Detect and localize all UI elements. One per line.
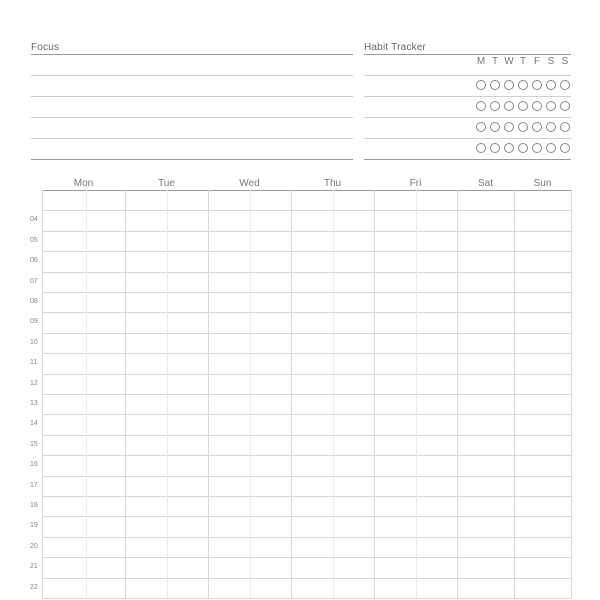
habit-row	[474, 80, 574, 92]
hour-label: 14	[30, 420, 38, 427]
habit-day-label: M	[476, 56, 486, 67]
habit-line	[364, 54, 571, 55]
habit-checkbox[interactable]	[490, 143, 500, 153]
focus-line[interactable]	[31, 54, 353, 55]
habit-day-label: T	[491, 56, 499, 67]
hour-label: 05	[30, 237, 38, 244]
grid-subcolumn-line	[250, 190, 251, 598]
habit-checkbox[interactable]	[518, 101, 528, 111]
grid-column-line	[42, 190, 43, 598]
hour-label: 21	[30, 563, 38, 570]
habit-checkbox[interactable]	[490, 80, 500, 90]
habit-checkbox[interactable]	[476, 143, 486, 153]
habit-checkbox[interactable]	[546, 80, 556, 90]
habit-days-header	[474, 56, 572, 68]
grid-row-line	[42, 374, 571, 375]
hour-label: 13	[30, 400, 38, 407]
hour-label: 12	[30, 380, 38, 387]
focus-line[interactable]	[31, 117, 353, 118]
habit-checkbox[interactable]	[560, 122, 570, 132]
grid-row-line	[42, 251, 571, 252]
grid-column-line	[208, 190, 209, 598]
grid-row-line	[42, 557, 571, 558]
focus-line[interactable]	[31, 138, 353, 139]
habit-line	[364, 75, 571, 76]
hour-label: 16	[30, 461, 38, 468]
day-header: Fri	[409, 178, 422, 189]
hour-label: 18	[30, 502, 38, 509]
grid-row-line	[42, 394, 571, 395]
habit-checkbox[interactable]	[504, 122, 514, 132]
habit-checkbox[interactable]	[504, 143, 514, 153]
hour-label: 17	[30, 482, 38, 489]
grid-row-line	[42, 312, 571, 313]
habit-checkbox[interactable]	[532, 143, 542, 153]
day-header: Mon	[73, 178, 94, 189]
habit-line	[364, 159, 571, 160]
habit-checkbox[interactable]	[560, 101, 570, 111]
habit-checkbox[interactable]	[560, 80, 570, 90]
focus-line[interactable]	[31, 96, 353, 97]
habit-checkbox[interactable]	[546, 122, 556, 132]
habit-checkbox[interactable]	[476, 101, 486, 111]
hour-label: 22	[30, 584, 38, 591]
hour-label: 10	[30, 339, 38, 346]
habit-row	[474, 122, 574, 134]
hour-label: 19	[30, 522, 38, 529]
grid-header-line	[42, 190, 571, 191]
grid-column-line	[571, 190, 572, 598]
grid-row-line	[42, 516, 571, 517]
habit-day-label: F	[533, 56, 541, 67]
habit-checkbox[interactable]	[560, 143, 570, 153]
habit-row	[474, 143, 574, 155]
habit-checkbox[interactable]	[518, 143, 528, 153]
day-header: Sat	[477, 178, 493, 189]
grid-row-line	[42, 210, 571, 211]
habit-checkbox[interactable]	[532, 122, 542, 132]
hour-label: 08	[30, 298, 38, 305]
habit-checkbox[interactable]	[532, 101, 542, 111]
grid-column-line	[291, 190, 292, 598]
habit-checkbox[interactable]	[490, 101, 500, 111]
grid-subcolumn-line	[333, 190, 334, 598]
hour-label: 09	[30, 318, 38, 325]
grid-column-line	[457, 190, 458, 598]
focus-line[interactable]	[31, 159, 353, 160]
grid-column-line	[125, 190, 126, 598]
habit-day-label: W	[504, 56, 514, 67]
habit-checkbox[interactable]	[518, 80, 528, 90]
hour-label: 06	[30, 257, 38, 264]
focus-label: Focus	[31, 42, 60, 53]
grid-column-line	[374, 190, 375, 598]
day-header: Thu	[323, 178, 342, 189]
hour-label: 15	[30, 441, 38, 448]
grid-row-line	[42, 598, 571, 599]
day-header: Wed	[239, 178, 260, 189]
grid-column-line	[514, 190, 515, 598]
habit-checkbox[interactable]	[504, 80, 514, 90]
grid-subcolumn-line	[86, 190, 87, 598]
habit-line	[364, 138, 571, 139]
habit-checkbox[interactable]	[476, 122, 486, 132]
hour-label: 20	[30, 543, 38, 550]
habit-checkbox[interactable]	[504, 101, 514, 111]
grid-row-line	[42, 353, 571, 354]
grid-row-line	[42, 414, 571, 415]
grid-row-line	[42, 476, 571, 477]
focus-line[interactable]	[31, 75, 353, 76]
habit-row	[474, 101, 574, 113]
grid-row-line	[42, 455, 571, 456]
grid-row-line	[42, 496, 571, 497]
habit-day-label: T	[519, 56, 527, 67]
grid-row-line	[42, 231, 571, 232]
hour-label: 04	[30, 216, 38, 223]
grid-row-line	[42, 537, 571, 538]
habit-line	[364, 96, 571, 97]
habit-checkbox[interactable]	[532, 80, 542, 90]
grid-row-line	[42, 292, 571, 293]
habit-checkbox[interactable]	[476, 80, 486, 90]
day-header: Sun	[533, 178, 552, 189]
day-header: Tue	[158, 178, 175, 189]
grid-subcolumn-line	[167, 190, 168, 598]
habit-checkbox[interactable]	[546, 143, 556, 153]
grid-row-line	[42, 578, 571, 579]
habit-line	[364, 117, 571, 118]
habit-checkbox[interactable]	[518, 122, 528, 132]
hour-label: 07	[30, 278, 38, 285]
grid-row-line	[42, 435, 571, 436]
hour-label: 11	[30, 359, 38, 366]
habit-checkbox[interactable]	[490, 122, 500, 132]
habit-checkbox[interactable]	[546, 101, 556, 111]
habit-tracker-label: Habit Tracker	[364, 42, 427, 53]
habit-day-label: S	[547, 56, 555, 67]
grid-row-line	[42, 272, 571, 273]
habit-day-label: S	[561, 56, 569, 67]
grid-row-line	[42, 333, 571, 334]
grid-subcolumn-line	[416, 190, 417, 598]
